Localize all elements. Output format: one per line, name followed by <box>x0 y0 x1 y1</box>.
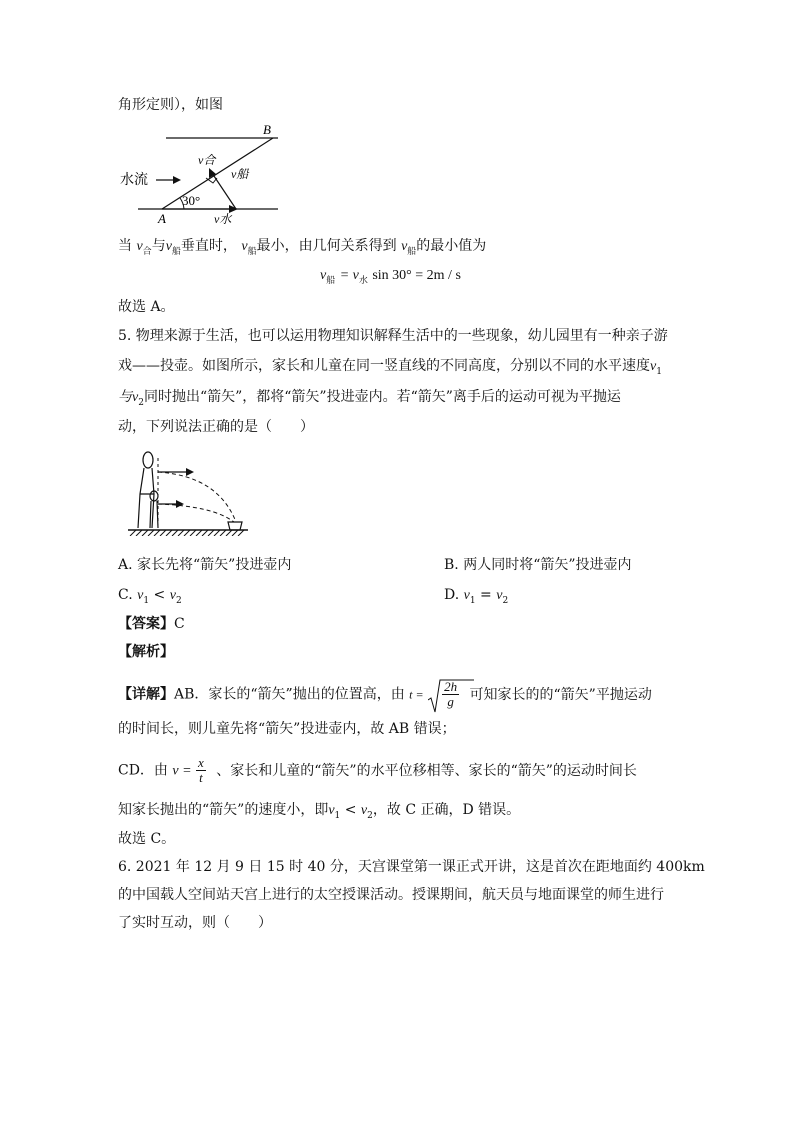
option-C: C. $v_1 < v_2$ <box>118 587 182 606</box>
q5-line-1: 5. 物理来源于生活，也可以运用物理知识解释生活中的一些现象，幼儿园里有一种亲子游 <box>118 328 668 344</box>
vector-diagram <box>118 122 288 226</box>
q5-line-4: 动，下列说法正确的是（ ） <box>118 419 314 435</box>
detail-line-2: 的时间长，则儿童先将“箭矢”投进壶内，故 AB 错误； <box>118 721 456 737</box>
label-v-he: v合 <box>198 153 216 167</box>
answer-line <box>118 615 185 633</box>
label-v-shui: v水 <box>214 212 232 226</box>
label-v-chuan: v船 <box>231 167 249 181</box>
text-line-end: 故选 C。 <box>118 831 176 847</box>
ground-hatching <box>130 530 244 536</box>
text-line-1: 角形定则），如图 <box>118 97 223 113</box>
option-B: B. 两人同时将“箭矢”投进壶内 <box>444 557 632 573</box>
label-A: A <box>158 211 166 226</box>
formula-min-velocity: $v_船 = v_水$ sin 30° = 2m / s <box>320 268 461 286</box>
analysis-line <box>118 643 174 661</box>
trajectory-parent <box>158 472 236 522</box>
option-D: D. $v_1 = v_2$ <box>444 587 509 606</box>
arrow-v2-head <box>176 500 184 508</box>
throwing-figure <box>118 448 256 536</box>
q5-line-2: 戏——投壶。如图所示，家长和儿童在同一竖直线的不同高度，分别以不同的水平速度$v_1$ <box>118 358 662 377</box>
option-A: A. 家长先将“箭矢”投进壶内 <box>118 557 292 573</box>
answer-value: C <box>174 616 185 632</box>
q6-line-2: 的中国载人空间站天宫上进行的太空授课活动。授课期间，航天员与地面课堂的师生进行 <box>118 887 664 903</box>
answer-tag: 【答案】 <box>118 616 174 632</box>
arrow-v1-head <box>186 468 194 476</box>
q6-line-1: 6. 2021 年 12 月 9 日 15 时 40 分，天宫课堂第一课正式开讲，这是首次在距地面约 400km <box>118 859 705 875</box>
parent-figure <box>138 452 154 528</box>
flow-arrow-head <box>173 176 181 184</box>
label-angle: 30° <box>182 193 201 208</box>
detail-line-3: CD．由 v = $\frac{x}{t}$ 、家长和儿童的“箭矢”的水平位移相等、家长的“箭矢”的运动时间长 <box>118 755 637 785</box>
q5-line-3: 与$v_2$同时抛出“箭矢”，都将“箭矢”投进壶内。若“箭矢”离手后的运动可视为平抛运 <box>118 389 621 408</box>
pot <box>228 522 242 530</box>
text-line-2: 当 $v_合$与$v_船$垂直时， $v_船$最小，由几何关系得到 $v_船$的最小值为 <box>118 238 487 257</box>
label-flow: 水流 <box>120 172 148 188</box>
analysis-tag: 【解析】 <box>118 644 174 660</box>
detail-line-4: 知家长抛出的“箭矢”的速度小，即$v_1 < v_2$，故 C 正确，D 错误。 <box>118 802 521 821</box>
label-B: B <box>263 122 271 137</box>
text-line-3: 故选 A。 <box>118 299 175 315</box>
q6-line-3: 了实时互动，则（ ） <box>118 915 272 931</box>
trajectory-child <box>158 504 234 522</box>
detail-line-1: 【详解】AB．家长的“箭矢”抛出的位置高，由 t = $\frac{2h}{g}$ 可知家长的的“箭矢”平抛运动 <box>118 680 652 709</box>
sqrt-fraction: $\frac{2h}{g}$ <box>428 680 459 709</box>
resultant-vector-line <box>162 138 273 209</box>
